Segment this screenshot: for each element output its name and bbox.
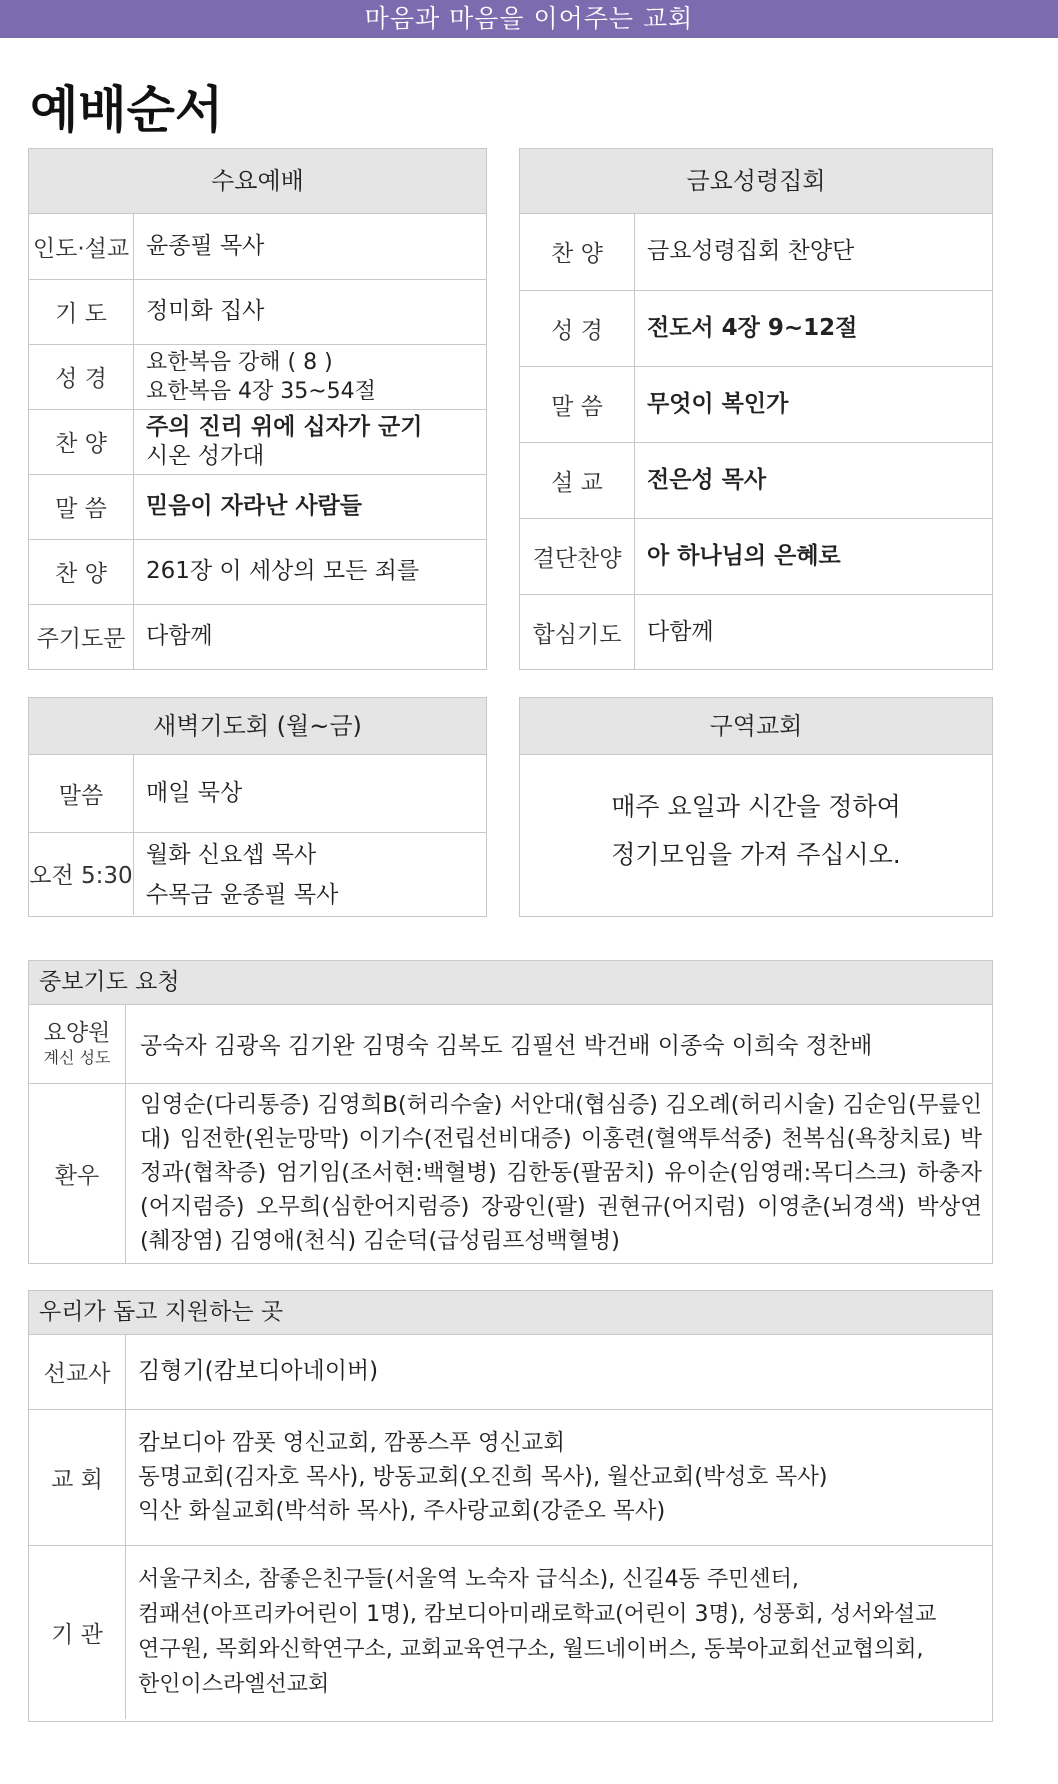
page-title: 예배순서 <box>30 81 224 139</box>
row-label: 선교사 <box>29 1335 126 1409</box>
row-value: 주의 진리 위에 십자가 군기 시온 성가대 <box>134 409 487 474</box>
row-value: 매일 묵상 <box>146 779 243 806</box>
row-value: 서울구치소, 참좋은친구들(서울역 노숙자 급식소), 신길4동 주민센터, 컴패션(아프리카어린이 1명), 캄보디아미래로학교(어린이 3명), 성풍회, 성서와설교 연구원, 목회와신학연구소, 교회교육연구소, 월드네이버스, 동북아교회선교협의회, 한인이스라엘선교회 <box>126 1545 993 1719</box>
dawn-prayer-header: 새벽기도회 (월~금) <box>29 698 486 755</box>
row-label: 찬 양 <box>520 214 635 290</box>
row-value: 김형기(캄보디아네이버) <box>138 1358 379 1385</box>
row-label: 찬 양 <box>29 409 134 474</box>
row-value: 임영순(다리통증) 김영희B(허리수술) 서안대(협심증) 김오례(허리시술) 김순임(무릎인대) 임전한(왼눈망막) 이기수(전립선비대증) 이홍련(혈액투석중) 천복심(욕창치료) 박정과(협착증) 엄기임(조서현:백혈병) 김한동(팔꿈치) 유이순(임영래:목디스크) 하충자(어지럼증) 오무희(심한어지럼증) 장광인(팔) 권현규(어지럼) 이영춘(뇌경색) 박상연(췌장염) 김영애(천식) 김순덕(급성림프성백혈병) <box>126 1083 993 1263</box>
intercessory-prayer-box <box>28 960 993 1264</box>
row-value: 요한복음 강해 ( 8 ) 요한복음 4장 35~54절 <box>134 344 487 409</box>
wednesday-service-header: 수요예배 <box>29 149 486 214</box>
region-church-notice: 매주 요일과 시간을 정하여 정기모임을 가져 주십시오. <box>611 792 901 869</box>
row-value: 261장 이 세상의 모든 죄를 <box>134 539 487 604</box>
row-label: 찬 양 <box>29 539 134 604</box>
row-value: 캄보디아 깜폿 영신교회, 깜퐁스푸 영신교회 동명교회(김자호 목사), 방동교회(오진희 목사), 월산교회(박성호 목사) 익산 화실교회(박석하 목사), 주사랑교회(강준오 목사) <box>126 1409 993 1545</box>
row-value: 다함께 <box>134 604 487 669</box>
friday-service-header: 금요성령집회 <box>520 149 992 214</box>
row-value: 공숙자 김광옥 김기완 김명숙 김복도 김필선 박건배 이종숙 이희숙 정찬배 <box>140 1033 873 1060</box>
friday-service-box <box>519 148 993 670</box>
row-label: 교 회 <box>29 1409 126 1545</box>
row-value: 아 하나님의 은혜로 <box>635 518 993 594</box>
row-label: 주기도문 <box>29 604 134 669</box>
row-value: 다함께 <box>635 594 993 670</box>
row-label: 기 관 <box>29 1545 126 1719</box>
region-church-box <box>519 697 993 917</box>
wednesday-service-box <box>28 148 487 670</box>
friday-service-table <box>520 214 992 670</box>
row-label: 말 씀 <box>29 474 134 539</box>
dawn-prayer-table <box>29 755 486 915</box>
support-table <box>29 1335 992 1719</box>
row-label: 결단찬양 <box>520 518 635 594</box>
row-label: 환우 <box>29 1083 126 1263</box>
row-value: 금요성령집회 찬양단 <box>647 238 855 265</box>
row-label: 요양원 계신 성도 <box>29 1005 126 1083</box>
row-value: 무엇이 복인가 <box>635 366 993 442</box>
region-church-header: 구역교회 <box>520 698 992 755</box>
row-label: 설 교 <box>520 442 635 518</box>
dawn-prayer-box <box>28 697 487 917</box>
row-value: 믿음이 자라난 사람들 <box>134 474 487 539</box>
row-label: 성 경 <box>29 344 134 409</box>
wednesday-service-table <box>29 214 486 669</box>
row-label: 합심기도 <box>520 594 635 670</box>
intercessory-prayer-header: 중보기도 요청 <box>29 961 992 1005</box>
intercessory-prayer-table <box>29 1005 992 1263</box>
row-value: 윤종필 목사 <box>146 232 265 259</box>
support-header: 우리가 돕고 지원하는 곳 <box>29 1291 992 1335</box>
row-label: 성 경 <box>520 290 635 366</box>
row-value: 월화 신요셉 목사 수목금 윤종필 목사 <box>134 832 487 915</box>
row-value: 전은성 목사 <box>635 442 993 518</box>
row-label: 오전 5:30 <box>29 832 134 915</box>
support-box <box>28 1290 993 1722</box>
row-label: 기 도 <box>29 279 134 344</box>
row-value: 전도서 4장 9~12절 <box>635 290 993 366</box>
row-value: 정미화 집사 <box>134 279 487 344</box>
row-label: 인도·설교 <box>29 214 134 279</box>
row-label: 말씀 <box>29 755 134 832</box>
top-banner: 마음과 마음을 이어주는 교회 <box>0 0 1058 38</box>
row-label: 말 씀 <box>520 366 635 442</box>
